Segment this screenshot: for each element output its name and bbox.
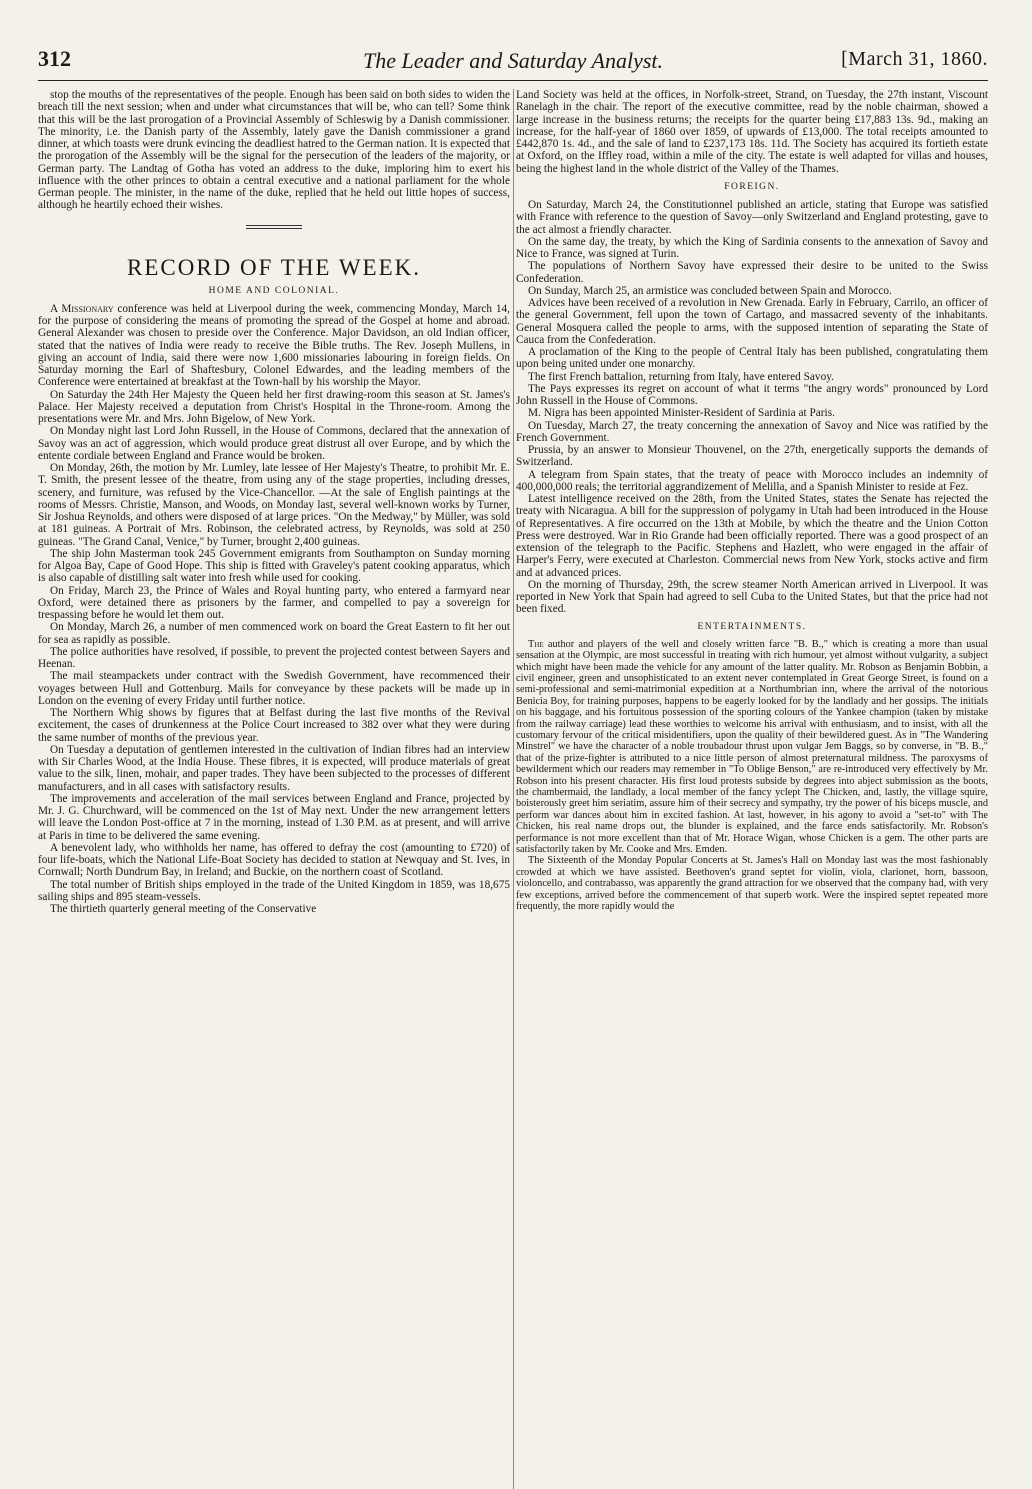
paragraph: A Missionary conference was held at Liverpool during the week, commencing Monday, March 14, for the purpose of considering the means of promoting the spread of the Gospel at home and abroad. General Alexander was chosen to preside over the Conference. Major Davidson, an old Indian officer, stated that the natives of India were ready to receive the Bible truths. The Rev. Joseph Mullens, in giving an account of India, said there were now 1,600 missionaries labouring in foreign fields. On Saturday morning the Earl of Shaftesbury, Colonel Edwardes, and the leading members of the Conference were entertained at breakfast at the Town-hall by his worship the Mayor. (38, 302, 510, 389)
paragraph: On Saturday, March 24, the Constitutionnel published an article, stating that Europe was satisfied with France with reference to the question of Savoy—only Switzerland and England protesting, gave to the act almost a friendly character. (516, 199, 988, 236)
paragraph: The mail steampackets under contract with the Swedish Government, have recommenced their voyages between Hull and Gottenburg. Mails for conveyance by these packets will be made up in London on the evening of every Friday until further notice. (38, 670, 510, 707)
section-divider (246, 225, 302, 229)
article-continuation: stop the mouths of the representatives of the people. Enough has been said on both sides to widen the breach till the next session; when and under what circumstances that will be, who can tell? Some think that this will be the last prorogation of a Provincial Assembly of Schleswig by a Danish commissioner. The minority, i.e. the Danish party of the Assembly, lately gave the Danish commissioner a grand dinner, at which toasts were drunk evincing the deadliest hatred to the German nation. It is expected that the prorogation of the Assembly will be the signal for the persecution of the leaders of the majority, or German party. The Landtag of Gotha has voted an address to the duke, imploring him to exert his influence with the other princes to obtain a central executive and a national parliament for the whole German people. The minister, in the name of the duke, replied that he held out little hopes of success, although he heartily echoed their wishes. (38, 89, 510, 212)
paragraph: A telegram from Spain states, that the treaty of peace with Morocco includes an indemnity of 400,000,000 reals; the territorial aggrandizement of Melilla, and a Spanish Minister to reside at Fez. (516, 468, 988, 493)
paragraph: On Saturday the 24th Her Majesty the Queen held her first drawing-room this season at St. James's Palace. Her Majesty received a deputation from Christ's Hospital in the Throne-room. Among the presentations were Mr. and Mrs. John Bigelow, of New York. (38, 388, 510, 425)
page-number: 312 (38, 46, 71, 71)
paragraph: The ship John Masterman took 245 Government emigrants from Southampton on Sunday morning for Algoa Bay, Cape of Good Hope. This ship is fitted with Graveley's patent cooking apparatus, which is also capable of distilling salt water into fresh while used for cooking. (38, 547, 510, 585)
paragraph: Land Society was held at the offices, in Norfolk-street, Strand, on Tuesday, the 27th instant, Viscount Ranelagh in the chair. The report of the executive committee, read by the noble chairman, showed a large increase in the business returns; the receipts for the quarter being £17,883 13s. 9d., making an increase, for the half-year of 1860 over 1859, of upwards of £13,000. The total receipts amounted to £442,870 1s. 4d., and the sale of land to £237,173 18s. 11d. The Society has acquired its fortieth estate at Oxford, on the Iffley road, within a mile of the city. The estate is well adapted for villas and houses, being the highest land in the whole district of the Valley of the Thames. (516, 89, 988, 175)
issue-date: [March 31, 1860. (841, 48, 988, 70)
paragraph: On the same day, the treaty, by which the King of Sardinia consents to the annexation of Savoy and Nice to France, was signed at Turin. (516, 235, 988, 260)
paragraph: The Northern Whig shows by figures that at Belfast during the last five months of the Revival excitement, the cases of drunkenness at the Police Court increased to 382 over what they were during the same number of months of the previous year. (38, 707, 510, 744)
column-rule (513, 89, 514, 1489)
paragraph: The first French battalion, returning from Italy, have entered Savoy. (528, 370, 834, 383)
paragraph: The total number of British ships employed in the trade of the United Kingdom in 1859, was 18,675 sailing ships and 895 steam-vessels. (38, 878, 510, 903)
page-header (38, 40, 988, 81)
paragraph: The police authorities have resolved, if possible, to prevent the projected contest between Sayers and Heenan. (38, 645, 510, 670)
paragraph: M. Nigra has been appointed Minister-Resident of Sardinia at Paris. (528, 407, 835, 420)
left-column (38, 89, 510, 1489)
publication-title: The Leader and Saturday Analyst. (362, 48, 664, 73)
paragraph: The Sixteenth of the Monday Popular Concerts at St. James's Hall on Monday last was the most fashionably crowded at which we have assisted. Beethoven's grand septet for violin, viola, clarionet, horn, bassoon, violoncello, and contrabasso, was apparently the grand attraction for we observed that the company had, with very few exceptions, arrived before the commencement of that superb work. Were the inspired septet repeated more frequently, the more rapidly would the (516, 855, 988, 913)
paragraph: On Friday, March 23, the Prince of Wales and Royal hunting party, who entered a farmyard near Oxford, were detained there as prisoners by the farmer, and compelled to pay a sovereign for trespassing before he would let them out. (38, 584, 510, 621)
paragraph: On Sunday, March 25, an armistice was concluded between Spain and Morocco. (528, 284, 892, 297)
paragraph: The thirtieth quarterly general meeting of the Conservative (50, 903, 317, 915)
entertainments-heading: ENTERTAINMENTS. (697, 621, 807, 632)
paragraph: Prussia, by an answer to Monsieur Thouvenel, on the 27th, energetically supports the demands of Switzerland. (516, 444, 988, 469)
paragraph: On Monday, March 26, a number of men commenced work on board the Great Eastern to fit her out for sea as rapidly as possible. (38, 621, 510, 646)
paragraph: On Tuesday, March 27, the treaty concerning the annexation of Savoy and Nice was ratified by the French Government. (516, 419, 988, 444)
paragraph: The author and players of the well and closely written farce "B. B.," which is creating a more than usual sensation at the Olympic, are most successful in treating with rich humour, yet almost without vulgarity, a subject which might have been made the vehicle for any amount of the latter quality. Mr. Robson as Benjamin Bobbin, a civil engineer, green and unsophisticated to an extent never contemplated in Great George Street, is found on a semi-professional and semi-matrimonial expedition at a Northumbrian inn, where the arrival of the notorious Benicia Boy, for training purposes, happens to be eagerly looked for by the landlady and her gossips. The initials on his baggage, and his fortuitous possession of the sporting colours of the Yankee champion (taken by mistake from the railway carriage) lead these worthies to welcome his arrival with enthusiasm, and to insist, with all the customary fervour of the critical misidentifiers, upon the quality of their bewildered guest. As in "The Wandering Minstrel" we have the character of a noble troubadour thrust upon vulgar Jem Baggs, so by converse, in "B. B.," that of the prize-fighter is attributed to a nice little person of almost preternatural mildness. The paroxysms of bewilderment which our readers may remember in "To Oblige Benson," are re-introduced very effectively by Mr. Robson into his present character. His first loud protests subside by degrees into abject submission as the boots, the chambermaid, the landlady, a local member of the fancy yclept The Chicken, and, lastly, the village squire, boisterously greet him seriatim, assure him of their secrecy and sympathy, try the power of his biceps muscle, and perform war dances about him in excited fashion. At last, however, in his agony to avoid a "set-to" with The Chicken, his real name drops out, the blunder is explained, and the farce ends satisfactorily. Mr. Robson's performance is not more excellent than that of Mr. Horace Wigan, whose Chicken is a gem. The other parts are satisfactorily taken by Mr. Cooke and Mrs. Emden. (516, 638, 988, 856)
paragraph: A proclamation of the King to the people of Central Italy has been published, congratulating them upon being united under one monarchy. (516, 346, 988, 371)
paragraph: The Pays expresses its regret on account of what it terms "the angry words" pronounced by Lord John Russell in the House of Commons. (516, 382, 988, 407)
paragraph: Latest intelligence received on the 28th, from the United States, states the Senate has rejected the treaty with Nicaragua. A bill for the suppression of polygamy in Utah had been introduced in the House of Representatives. A fire occurred on the 13th at Mobile, by which the theatre and the Union Cotton Press were destroyed. War in Rio Grande had been officially reported. There was a good prospect of an extension of the telegraph to the Pacific. Stephens and Hazlett, who were engaged in the affair of Harper's Ferry, were executed at Charleston. Commercial news from New York, stocks active and firm and at advanced prices. (516, 493, 988, 579)
right-column (516, 89, 988, 1489)
paragraph: The improvements and acceleration of the mail services between England and France, projected by Mr. J. G. Churchward, will be commenced on the 1st of May next. Under the new arrangement letters will leave the London Post-office at 7 in the morning, instead of 1.30 P.M. as at present, and will arrive at Paris in time to be delivered the same evening. (38, 792, 510, 842)
lead-words: A Missionary (50, 302, 114, 315)
lead-words: The (528, 638, 544, 650)
entertainments-section (516, 639, 988, 913)
paragraph: The populations of Northern Savoy have expressed their desire to be united to the Swiss Confederation. (516, 260, 988, 285)
paragraph: On Monday night last Lord John Russell, in the House of Commons, declared that the annexation of Savoy was an act of aggression, which would produce great distrust all over Europe, and by which the entente cordiale between England and France would be broken. (38, 425, 510, 462)
section-title: RECORD OF THE WEEK. (127, 254, 421, 280)
paragraph: A benevolent lady, who withholds her name, has offered to defray the cost (amounting to £720) of four life-boats, which the National Life-Boat Society has decided to station at Newquay and St. Ives, in Cornwall; North Dundrum Bay, in Ireland; and Buckie, on the northern coast of Scotland. (38, 841, 510, 879)
home-colonial-heading: HOME AND COLONIAL. (208, 285, 340, 296)
paragraph: Advices have been received of a revolution in New Grenada. Early in February, Carrilo, an officer of the general Government, fell upon the town of Cartago, and massacred seventy of the inhabitants. General Mosquera called the people to arms, with the supposed intention of separating the State of Cauca from the Confederation. (516, 297, 988, 346)
paragraph: On Tuesday a deputation of gentlemen interested in the cultivation of Indian fibres had an interview with Sir Charles Wood, at the India House. These fibres, it is expected, will produce materials of great value to the silk, linen, mohair, and paper trades. They have been subjected to the processes of different manufacturers, and in all cases with satisfactory results. (38, 743, 510, 793)
foreign-heading: FOREIGN. (724, 181, 780, 192)
paragraph: On the morning of Thursday, 29th, the screw steamer North American arrived in Liverpool. It was reported in New York that Spain had agreed to sell Cuba to the United States, but that the price had not been fixed. (516, 578, 988, 616)
paragraph: On Monday, 26th, the motion by Mr. Lumley, late lessee of Her Majesty's Theatre, to prohibit Mr. E. T. Smith, the present lessee of the theatre, from using any of the stage properties, including dresses, scenery, and furniture, was refused by the Vice-Chancellor. —At the sale of English paintings at the rooms of Messrs. Christie, Manson, and Woods, on Monday last, several well-known works by Turner, Sir Joshua Reynolds, and others were disposed of at large prices. "On the Medway," by Müller, was sold at 181 guineas. A Portrait of Mrs. Robinson, the celebrated actress, by Reynolds, was sold at 250 guineas. "The Grand Canal, Venice," by Turner, brought 2,400 guineas. (38, 462, 510, 548)
